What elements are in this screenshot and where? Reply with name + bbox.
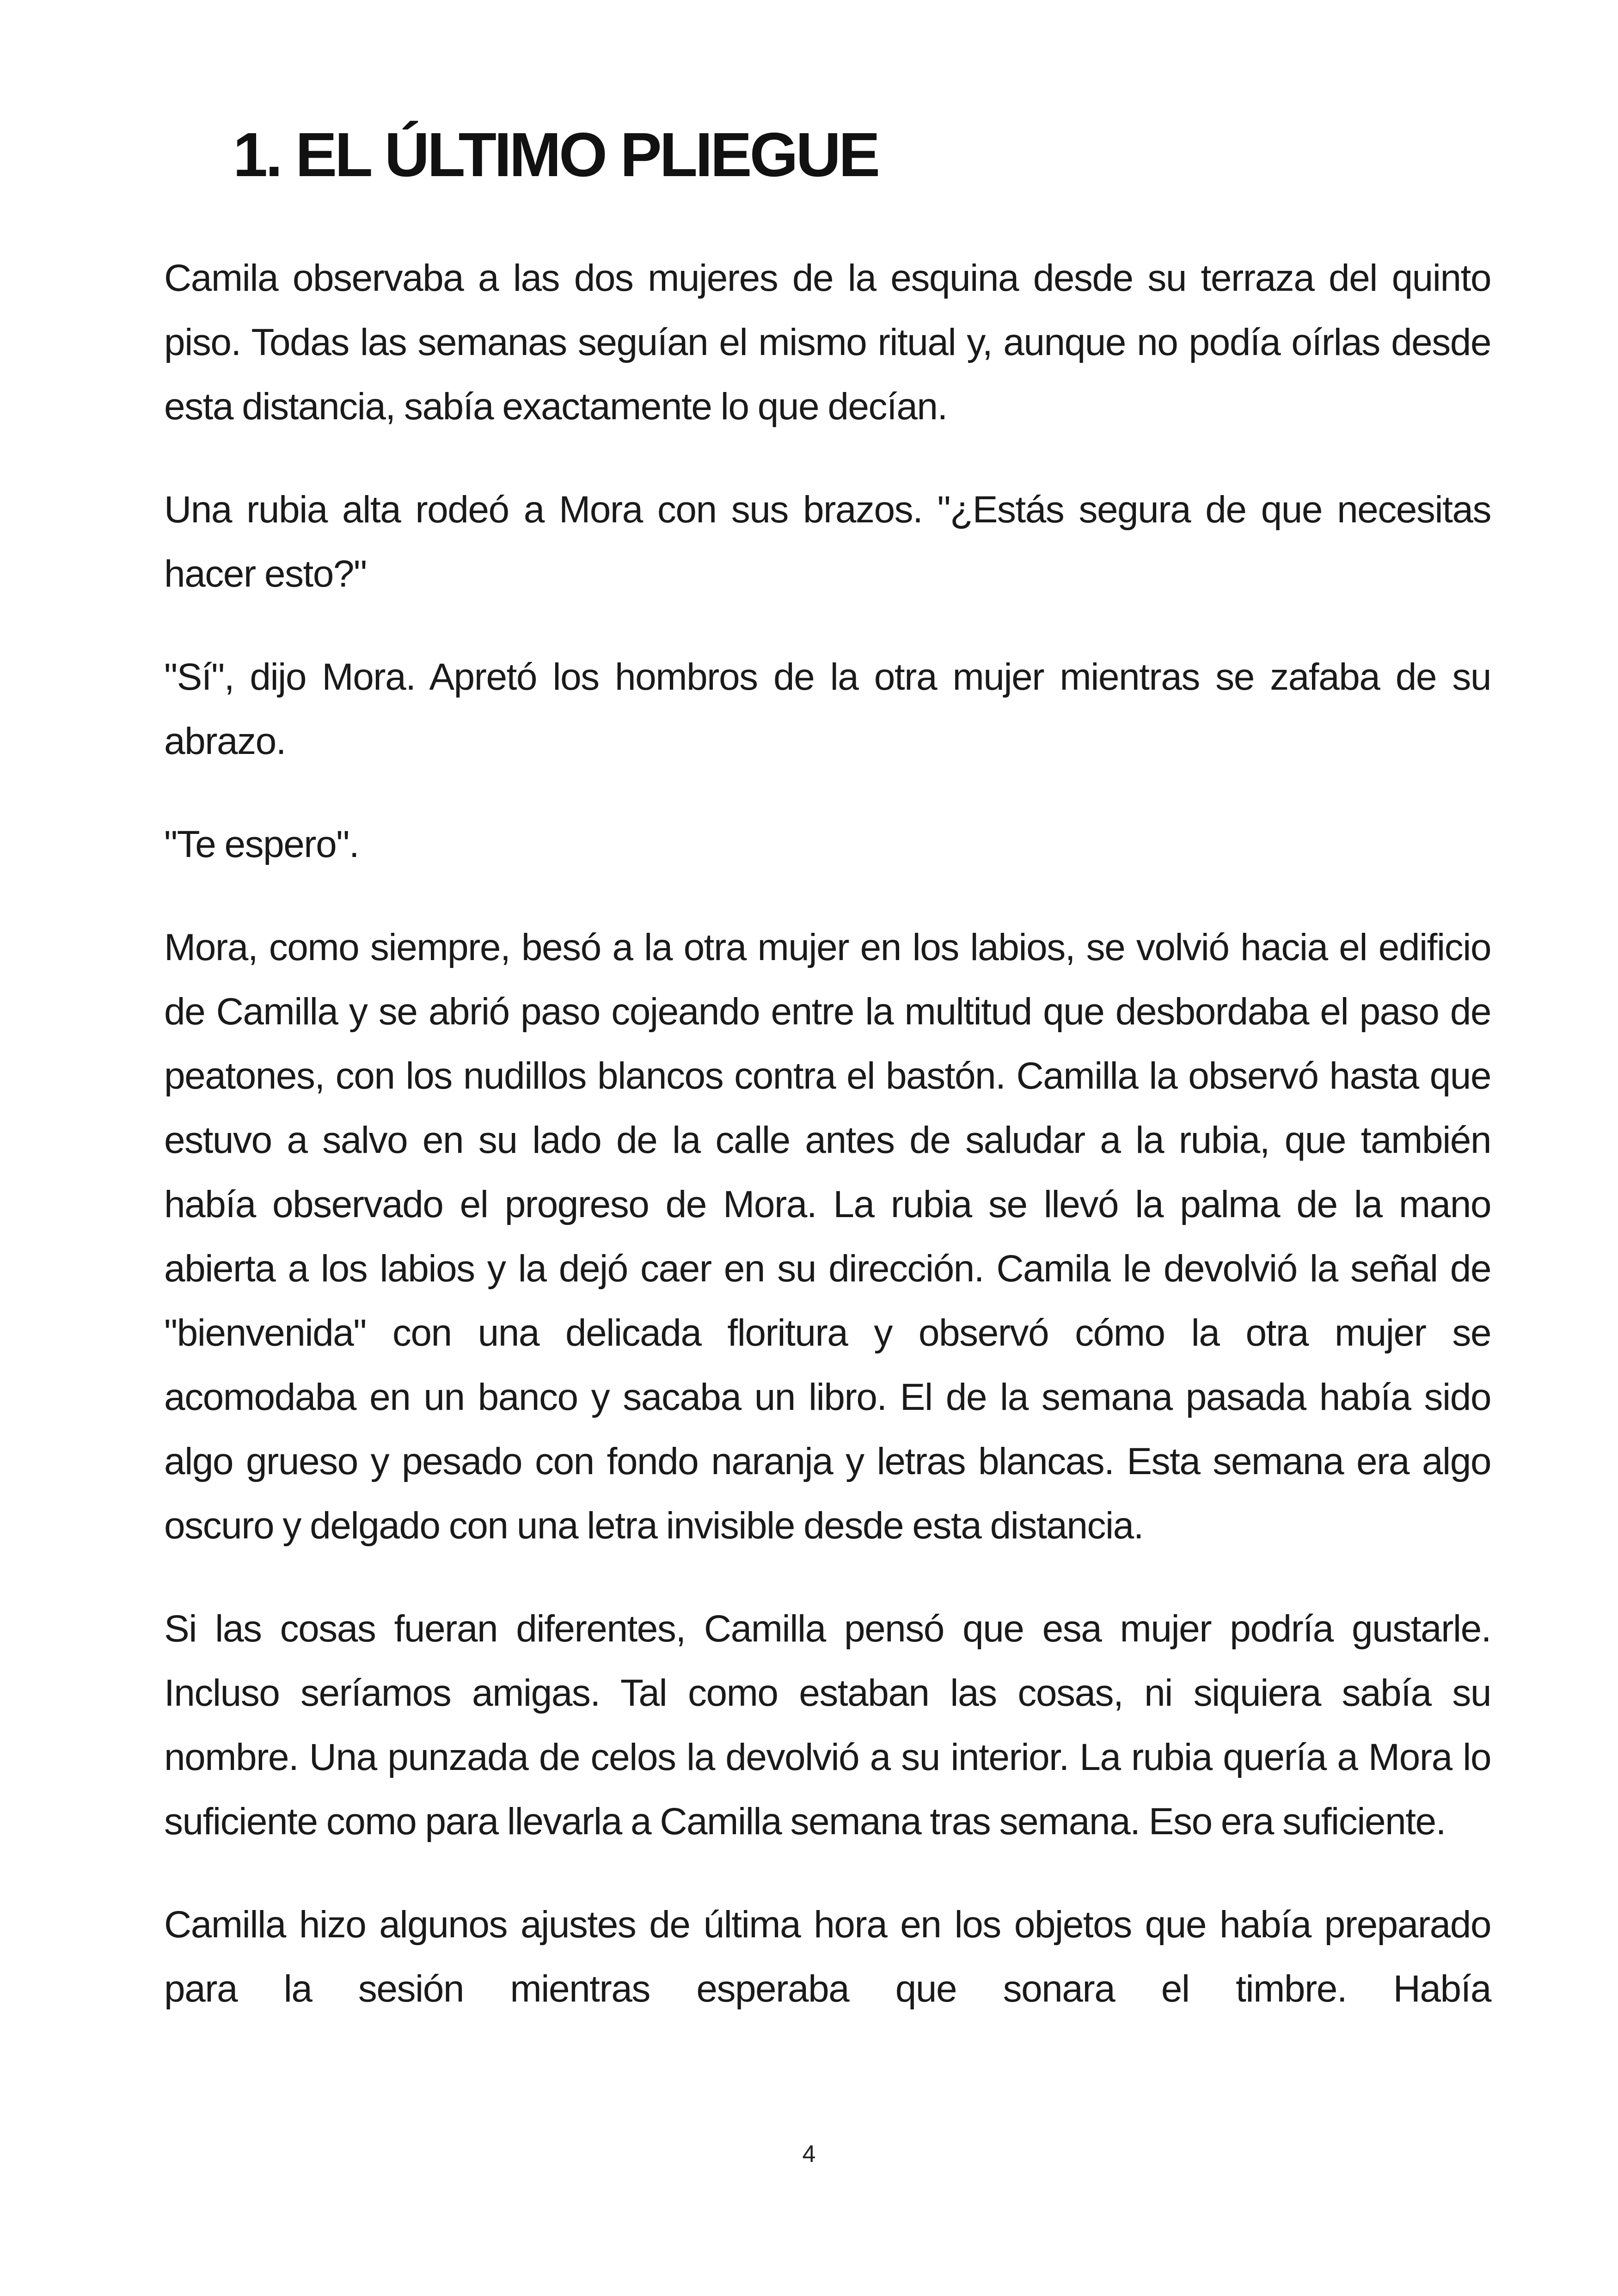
paragraph-2: Una rubia alta rodeó a Mora con sus brazos. "¿Estás segura de que necesitas hacer esto?": [164, 489, 1491, 595]
paragraph-1: Camila observaba a las dos mujeres de la esquina desde su terraza del quinto piso. Todas las semanas seguían el mismo ritual y, aunque no podía oírlas desde esta distancia, sabía exactamente lo que decían.: [164, 257, 1491, 428]
page-number: 4: [802, 2141, 816, 2167]
paragraph-4: "Te espero".: [164, 823, 359, 865]
chapter-title: 1. EL ÚLTIMO PLIEGUE: [233, 120, 878, 190]
paragraph-3: "Sí", dijo Mora. Apretó los hombros de la otra mujer mientras se zafaba de su abrazo.: [164, 656, 1491, 762]
paragraph-7: Camilla hizo algunos ajustes de última hora en los objetos que había preparado para la sesión mientras esperaba que sonara el timbre. Había: [164, 1904, 1491, 2010]
paragraph-6: Si las cosas fueran diferentes, Camilla pensó que esa mujer podría gustarle. Incluso seríamos amigas. Tal como estaban las cosas, ni siquiera sabía su nombre. Una punzada de celos la devolvió a su interior. La rubia quería a Mora lo suficiente como para llevarla a Camilla semana tras semana. Eso era suficiente.: [164, 1608, 1491, 1843]
paragraph-5: Mora, como siempre, besó a la otra mujer en los labios, se volvió hacia el edificio de Camilla y se abrió paso cojeando entre la multitud que desbordaba el paso de peatones, con los nudillos blancos contra el bastón. Camilla la observó hasta que estuvo a salvo en su lado de la calle antes de saludar a la rubia, que también había observado el progreso de Mora. La rubia se llevó la palma de la mano abierta a los labios y la dejó caer en su dirección. Camila le devolvió la señal de "bienvenida" con una delicada floritura y observó cómo la otra mujer se acomodaba en un banco y sacaba un libro. El de la semana pasada había sido algo grueso y pesado con fondo naranja y letras blancas. Esta semana era algo oscuro y delgado con una letra invisible desde esta distancia.: [164, 926, 1491, 1547]
body-text: [164, 246, 1491, 2060]
